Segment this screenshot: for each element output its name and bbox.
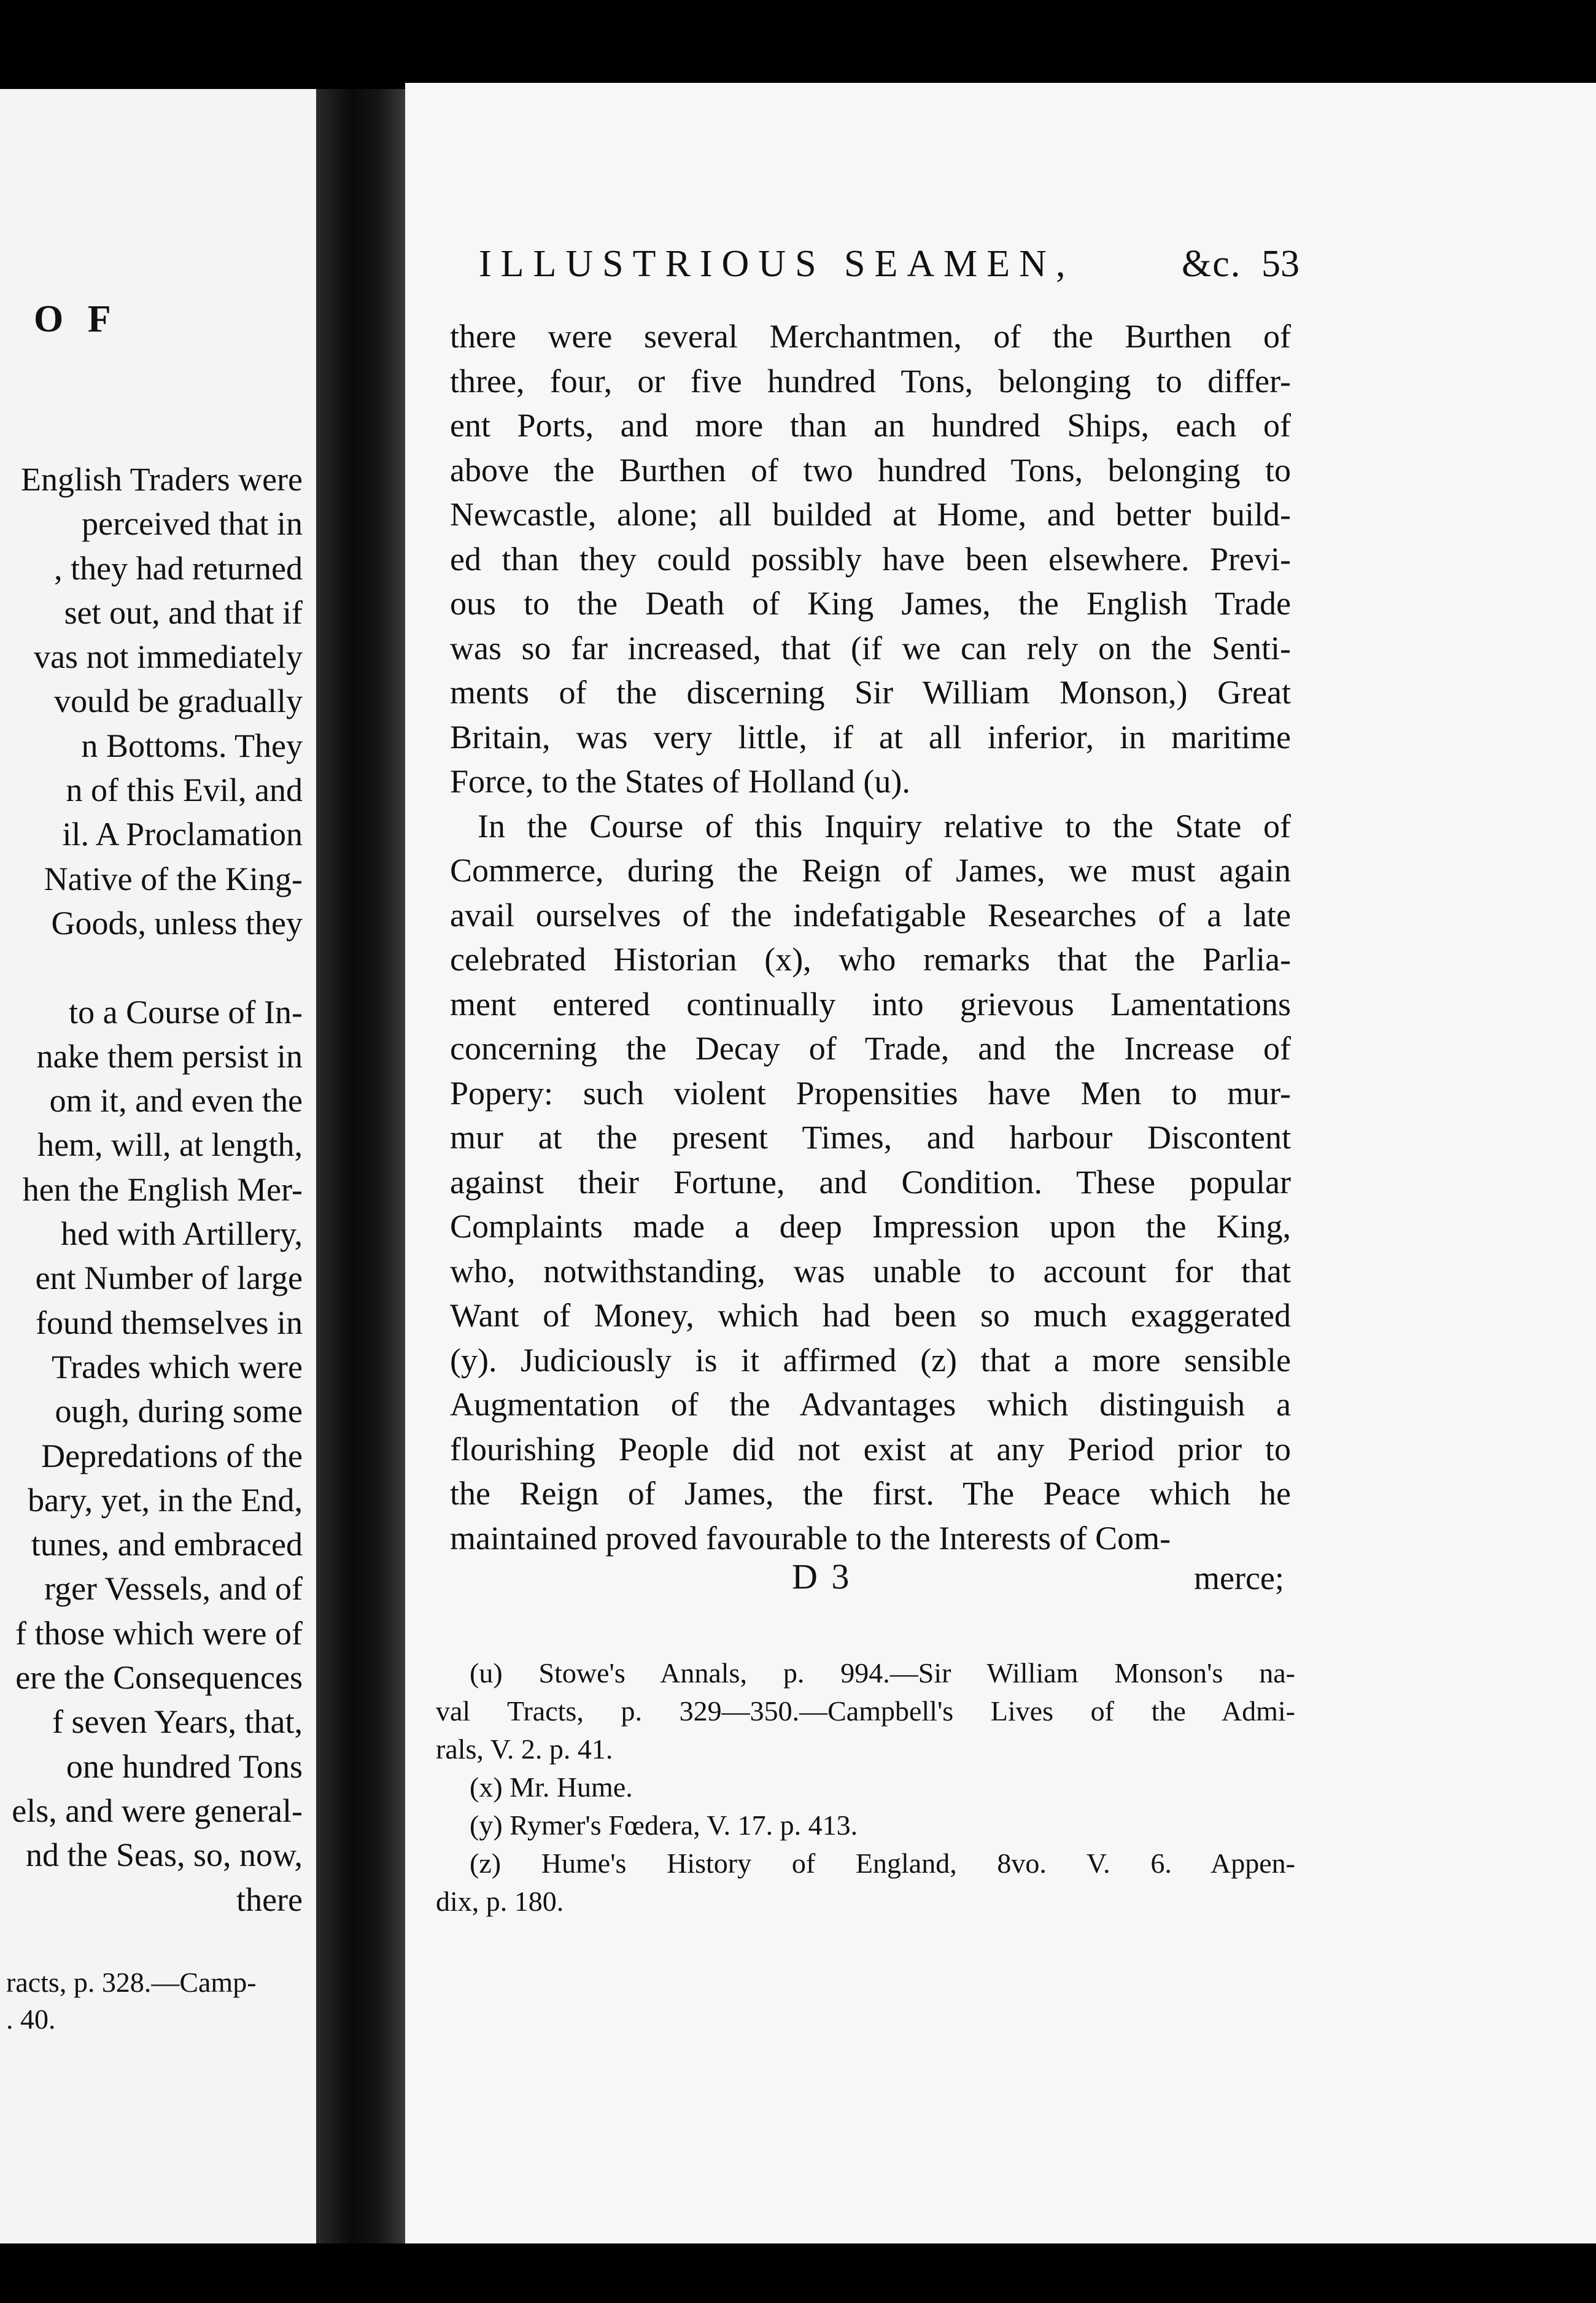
- footnotes: [436, 1654, 1295, 1921]
- book-gutter: [316, 89, 405, 2243]
- left-page-heading: O F: [34, 298, 118, 340]
- left-text-line: hem, will, at length,: [37, 1126, 303, 1164]
- text-line: ous to the Death of King James, the English Trade: [450, 585, 1291, 622]
- left-text-line: one hundred Tons: [66, 1748, 303, 1785]
- left-text-line: Trades which were: [52, 1348, 303, 1385]
- left-text-line: rger Vessels, and of: [44, 1570, 303, 1608]
- footnote-line: (u) Stowe's Annals, p. 994.—Sir William Monson's na-: [470, 1657, 1295, 1689]
- left-text-line: n Bottoms. They: [81, 727, 303, 764]
- left-text-line: Depredations of the: [41, 1437, 303, 1474]
- text-line: the Reign of James, the first. The Peace which he: [450, 1475, 1291, 1512]
- text-line: flourishing People did not exist at any Period prior to: [450, 1430, 1291, 1468]
- text-line: ments of the discerning Sir William Monson,) Great: [450, 674, 1291, 711]
- left-text-line: tunes, and embraced: [31, 1526, 303, 1563]
- catchword: merce;: [1194, 1560, 1284, 1597]
- left-footnote-line: racts, p. 328.—Camp-: [6, 1967, 257, 1998]
- left-footnote-line: . 40.: [6, 2003, 56, 2035]
- text-line: ed than they could possibly have been elsewhere. Previ-: [450, 540, 1291, 578]
- left-text-line: ough, during some: [55, 1393, 303, 1430]
- left-text-line: bary, yet, in the End,: [28, 1481, 303, 1519]
- text-line: three, four, or five hundred Tons, belonging to differ-: [450, 362, 1291, 400]
- text-line: Augmentation of the Advantages which distinguish a: [450, 1386, 1291, 1423]
- left-text-line: els, and were general-: [12, 1792, 303, 1829]
- text-line: concerning the Decay of Trade, and the Increase of: [450, 1030, 1291, 1067]
- text-line: was so far increased, that (if we can rely on the Senti-: [450, 629, 1291, 667]
- footnote-line: val Tracts, p. 329—350.—Campbell's Lives of the Admi-: [436, 1695, 1295, 1727]
- text-line: Commerce, during the Reign of James, we must again: [450, 852, 1291, 889]
- footnote-line: dix, p. 180.: [436, 1886, 564, 1917]
- text-line: Want of Money, which had been so much exaggerated: [450, 1297, 1291, 1334]
- text-line: Popery: such violent Propensities have Men to mur-: [450, 1074, 1291, 1112]
- left-text-line: found themselves in: [36, 1304, 303, 1341]
- body-text: [450, 314, 1291, 1560]
- left-text-line: vas not immediately: [34, 638, 303, 676]
- left-text-line: , they had returned: [54, 549, 303, 587]
- left-text-line: there: [236, 1881, 303, 1918]
- left-text-line: hed with Artillery,: [61, 1215, 303, 1253]
- text-line: against their Fortune, and Condition. These popular: [450, 1163, 1291, 1201]
- running-head-title: ILLUSTRIOUS SEAMEN,: [479, 243, 1075, 285]
- running-head-etc: &c.: [1182, 243, 1242, 285]
- left-text-line: f those which were of: [15, 1614, 303, 1652]
- footnote-line: (y) Rymer's Fœdera, V. 17. p. 413.: [470, 1810, 858, 1841]
- left-text-line: il. A Proclamation: [62, 816, 303, 853]
- left-text-line: ent Number of large: [35, 1260, 303, 1297]
- text-line: (y). Judiciously is it affirmed (z) that a more sensible: [450, 1341, 1291, 1379]
- text-line: Newcastle, alone; all builded at Home, and better build-: [450, 496, 1291, 533]
- text-line: above the Burthen of two hundred Tons, belonging to: [450, 451, 1291, 489]
- left-text-line: hen the English Mer-: [22, 1171, 303, 1208]
- text-line: avail ourselves of the indefatigable Researches of a late: [450, 896, 1291, 934]
- left-text-line: om it, and even the: [49, 1082, 303, 1120]
- footnote-line: rals, V. 2. p. 41.: [436, 1733, 613, 1765]
- left-text-line: Goods, unless they: [51, 904, 303, 942]
- left-page: [0, 89, 316, 2243]
- text-line: Complaints made a deep Impression upon the King,: [450, 1208, 1291, 1245]
- page-number: 53: [1261, 243, 1300, 285]
- left-text-line: f seven Years, that,: [52, 1703, 303, 1741]
- text-line: there were several Merchantmen, of the Burthen of: [450, 318, 1291, 355]
- footnote-line: (x) Mr. Hume.: [470, 1771, 633, 1803]
- running-header: [479, 242, 1304, 286]
- left-page-footnotes: [0, 1964, 316, 2038]
- left-text-line: to a Course of In-: [69, 993, 303, 1031]
- text-line: who, notwithstanding, was unable to account for that: [450, 1252, 1291, 1290]
- left-text-line: English Traders were: [21, 461, 303, 498]
- left-text-line: n of this Evil, and: [66, 772, 303, 809]
- footnote-line: (z) Hume's History of England, 8vo. V. 6. Appen-: [470, 1848, 1295, 1879]
- left-text-line: Native of the King-: [44, 860, 303, 897]
- left-text-line: [0, 945, 303, 989]
- left-text-line: nake them persist in: [36, 1037, 303, 1075]
- text-line: maintained proved favourable to the Interests of Com-: [450, 1519, 1171, 1557]
- text-line: celebrated Historian (x), who remarks that the Parlia-: [450, 941, 1291, 978]
- text-line: Force, to the States of Holland (u).: [450, 763, 910, 800]
- text-line: In the Course of this Inquiry relative to the State of: [478, 807, 1291, 845]
- signature-mark: D 3: [792, 1557, 852, 1597]
- left-text-line: set out, and that if: [64, 594, 303, 631]
- left-page-text: [0, 457, 303, 1922]
- left-text-line: ere the Consequences: [15, 1659, 303, 1697]
- text-line: ment entered continually into grievous Lamentations: [450, 985, 1291, 1023]
- text-line: Britain, was very little, if at all inferior, in maritime: [450, 718, 1291, 756]
- text-line: mur at the present Times, and harbour Discontent: [450, 1119, 1291, 1156]
- text-line: ent Ports, and more than an hundred Ships, each of: [450, 407, 1291, 444]
- left-text-line: perceived that in: [82, 505, 303, 543]
- left-text-line: vould be gradually: [54, 683, 303, 720]
- left-text-line: nd the Seas, so, now,: [26, 1837, 303, 1874]
